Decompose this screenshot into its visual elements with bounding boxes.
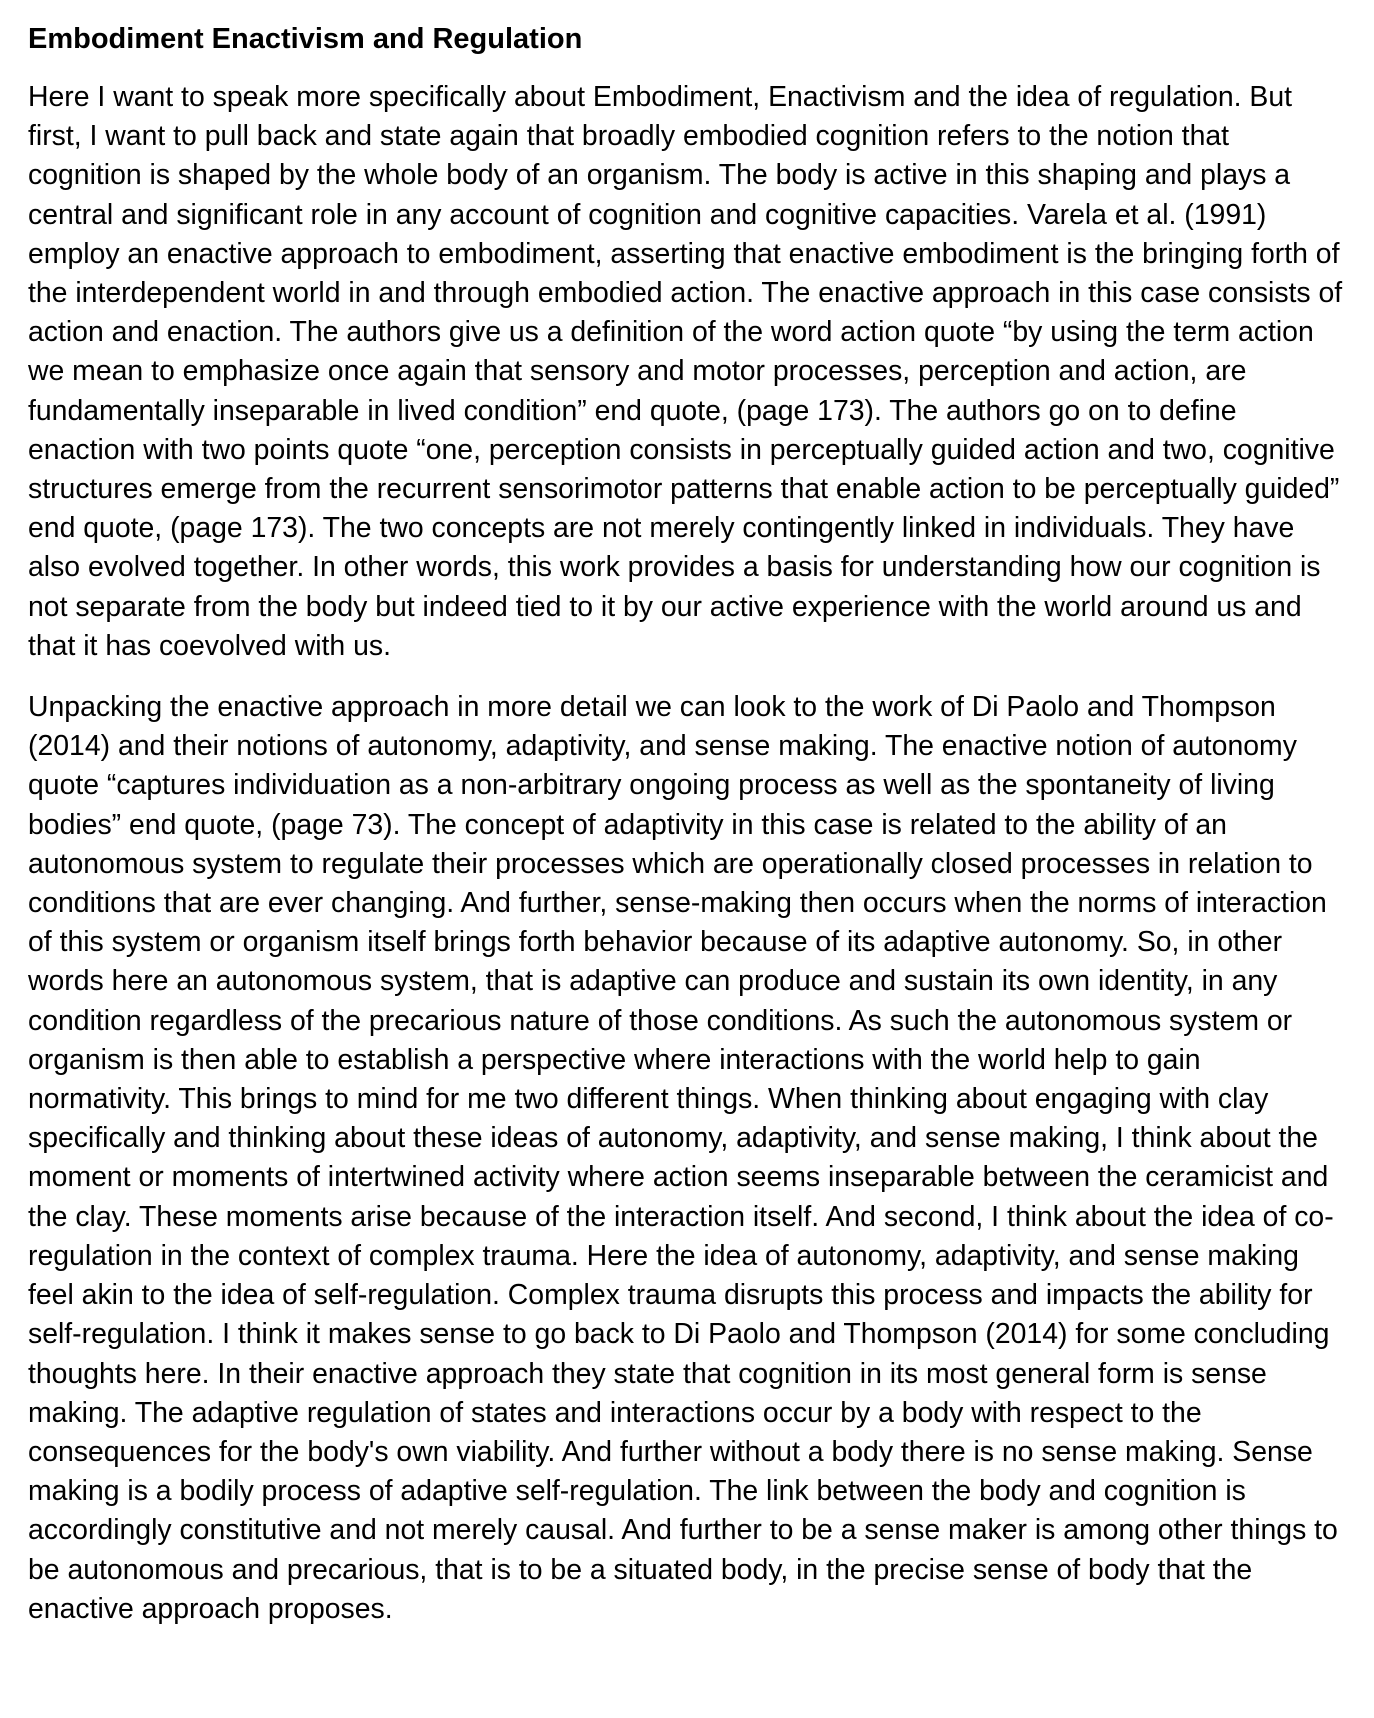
paragraph-2: Unpacking the enactive approach in more detail we can look to the work of Di Paolo and Thompson (2014) and their notions of autonomy, adaptivity, and sense making. The enactive notion of autonomy quote “captures individuation as a non-arbitrary ongoing process as well as the spontaneity of living bodies” end quote, (page 73). The concept of adaptivity in this case is related to the ability of an autonomous system to regulate their processes which are operationally closed processes in relation to conditions that are ever changing. And further, sense-making then occurs when the norms of interaction of this system or organism itself brings forth behavior because of its adaptive autonomy. So, in other words here an autonomous system, that is adaptive can produce and sustain its own identity, in any condition regardless of the precarious nature of those conditions. As such the autonomous system or organism is then able to establish a perspective where interactions with the world help to gain normativity. This brings to mind for me two different things. When thinking about engaging with clay specifically and thinking about these ideas of autonomy, adaptivity, and sense making, I think about the moment or moments of intertwined activity where action seems inseparable between the ceramicist and the clay. These moments arise because of the interaction itself. And second, I think about the idea of co-regulation in the context of complex trauma. Here the idea of autonomy, adaptivity, and sense making feel akin to the idea of self-regulation. Complex trauma disrupts this process and impacts the ability for self-regulation. I think it makes sense to go back to Di Paolo and Thompson (2014) for some concluding thoughts here. In their enactive approach they state that cognition in its most general form is sense making. The adaptive regulation of states and interactions occur by a body with respect to the consequences for the body's own viability. And further without a body there is no sense making. Sense making is a bodily process of adaptive self-regulation. The link between the body and cognition is accordingly constitutive and not merely causal. And further to be a sense maker is among other things to be autonomous and precarious, that is to be a situated body, in the precise sense of body that the enactive approach proposes.	[28, 691, 1338, 1625]
paragraph-1: Here I want to speak more specifically about Embodiment, Enactivism and the idea of regulation. But first, I want to pull back and state again that broadly embodied cognition refers to the notion that cognition is shaped by the whole body of an organism. The body is active in this shaping and plays a central and significant role in any account of cognition and cognitive capacities. Varela et al. (1991) employ an enactive approach to embodiment, asserting that enactive embodiment is the bringing forth of the interdependent world in and through embodied action. The enactive approach in this case consists of action and enaction. The authors give us a definition of the word action quote “by using the term action we mean to emphasize once again that sensory and motor processes, perception and action, are fundamentally inseparable in lived condition” end quote, (page 173). The authors go on to define enaction with two points quote “one, perception consists in perceptually guided action and two, cognitive structures emerge from the recurrent sensorimotor patterns that enable action to be perceptually guided” end quote, (page 173). The two concepts are not merely contingently linked in individuals. They have also evolved together. In other words, this work provides a basis for understanding how our cognition is not separate from the body but indeed tied to it by our active experience with the world around us and that it has coevolved with us.	[28, 81, 1343, 662]
document-page	[28, 18, 1350, 1651]
document-title: Embodiment Enactivism and Regulation	[28, 23, 583, 55]
